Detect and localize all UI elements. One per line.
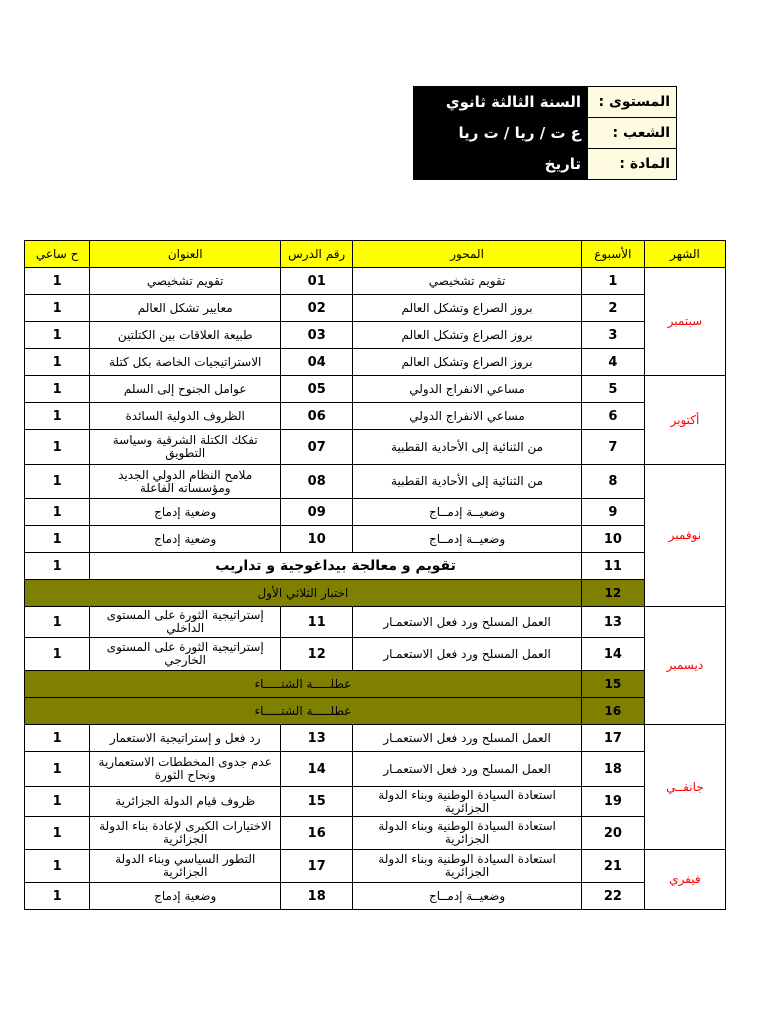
lesson-cell: 13 — [281, 725, 353, 752]
title-cell: تفكك الكتلة الشرقية وسياسة التطويق — [90, 430, 281, 465]
branch-value: ع ت / ريا / ت ريا — [414, 118, 588, 149]
title-cell: تقويم تشخيصي — [90, 268, 281, 295]
axis-cell: العمل المسلح ورد فعل الاستعمـار — [353, 725, 582, 752]
axis-cell: بروز الصراع وتشكل العالم — [353, 295, 582, 322]
axis-cell: العمل المسلح ورد فعل الاستعمـار — [353, 638, 582, 671]
table-row — [25, 376, 726, 403]
table-row — [25, 430, 726, 465]
week-cell: 16 — [581, 698, 644, 725]
week-cell: 22 — [581, 883, 644, 910]
hours-cell: 1 — [25, 349, 90, 376]
week-cell: 20 — [581, 817, 644, 850]
title-cell: رد فعل و إستراتيجية الاستعمار — [90, 725, 281, 752]
week-cell: 7 — [581, 430, 644, 465]
title-cell: وضعية إدماج — [90, 499, 281, 526]
axis-cell: العمل المسلح ورد فعل الاستعمـار — [353, 752, 582, 787]
table-row — [25, 465, 726, 499]
level-value: السنة الثالثة ثانوي — [414, 87, 588, 118]
title-cell: ظروف قيام الدولة الجزائرية — [90, 787, 281, 817]
exam-band: اختبار الثلاثي الأول — [25, 580, 582, 607]
lesson-cell: 17 — [281, 850, 353, 883]
hours-cell: 1 — [25, 607, 90, 638]
lesson-cell: 18 — [281, 883, 353, 910]
axis-cell: مساعي الانفراج الدولي — [353, 376, 582, 403]
table-row — [25, 553, 726, 580]
title-cell: عوامل الجنوح إلى السلم — [90, 376, 281, 403]
table-row — [25, 638, 726, 671]
title-cell: إستراتيجية الثورة على المستوى الداخلي — [90, 607, 281, 638]
axis-cell: العمل المسلح ورد فعل الاستعمـار — [353, 607, 582, 638]
lesson-cell: 12 — [281, 638, 353, 671]
table-row — [25, 883, 726, 910]
week-cell: 4 — [581, 349, 644, 376]
header-lesson: رقم الدرس — [281, 241, 353, 268]
title-cell: عدم جدوى المخططات الاستعمارية ونجاح الثورة — [90, 752, 281, 787]
table-row — [25, 295, 726, 322]
yearly-plan-table — [24, 240, 726, 910]
subject-label: المادة : — [588, 149, 677, 180]
table-row — [25, 526, 726, 553]
table-row — [25, 850, 726, 883]
week-cell: 12 — [581, 580, 644, 607]
week-cell: 3 — [581, 322, 644, 349]
week-cell: 11 — [581, 553, 644, 580]
hours-cell: 1 — [25, 752, 90, 787]
month-cell: نوفمبر — [644, 465, 725, 607]
month-cell: ديسمبر — [644, 607, 725, 725]
week-cell: 6 — [581, 403, 644, 430]
table-row — [25, 349, 726, 376]
title-cell: معايير تشكل العالم — [90, 295, 281, 322]
table-row — [25, 671, 726, 698]
hours-cell: 1 — [25, 403, 90, 430]
table-row — [25, 268, 726, 295]
hours-cell: 1 — [25, 817, 90, 850]
lesson-cell: 14 — [281, 752, 353, 787]
lesson-cell: 02 — [281, 295, 353, 322]
week-cell: 9 — [581, 499, 644, 526]
axis-cell: وضعيــة إدمــاج — [353, 883, 582, 910]
hours-cell: 1 — [25, 883, 90, 910]
table-row — [25, 817, 726, 850]
header-month: الشهر — [644, 241, 725, 268]
axis-cell: وضعيــة إدمــاج — [353, 499, 582, 526]
lesson-cell: 09 — [281, 499, 353, 526]
week-cell: 17 — [581, 725, 644, 752]
week-cell: 19 — [581, 787, 644, 817]
merged-cell: تقويم و معالجة بيداغوجية و تداريب — [90, 553, 582, 580]
lesson-cell: 15 — [281, 787, 353, 817]
axis-cell: استعادة السيادة الوطنية وبناء الدولة الجزائرية — [353, 787, 582, 817]
week-cell: 15 — [581, 671, 644, 698]
table-row — [25, 607, 726, 638]
month-cell: أكتوبر — [644, 376, 725, 465]
axis-cell: استعادة السيادة الوطنية وبناء الدولة الجزائرية — [353, 817, 582, 850]
week-cell: 10 — [581, 526, 644, 553]
holiday-band: عطلـــــة الشتـــــاء — [25, 671, 582, 698]
hours-cell: 1 — [25, 376, 90, 403]
lesson-cell: 10 — [281, 526, 353, 553]
table-row — [25, 698, 726, 725]
hours-cell: 1 — [25, 295, 90, 322]
title-cell: وضعية إدماج — [90, 883, 281, 910]
lesson-cell: 06 — [281, 403, 353, 430]
lesson-cell: 01 — [281, 268, 353, 295]
title-cell: الاختيارات الكبرى لإعادة بناء الدولة الجزائرية — [90, 817, 281, 850]
header-hours: ح ساعي — [25, 241, 90, 268]
axis-cell: بروز الصراع وتشكل العالم — [353, 349, 582, 376]
hours-cell: 1 — [25, 725, 90, 752]
lesson-cell: 03 — [281, 322, 353, 349]
table-row — [25, 580, 726, 607]
axis-cell: مساعي الانفراج الدولي — [353, 403, 582, 430]
table-row — [25, 725, 726, 752]
level-label: المستوى : — [588, 87, 677, 118]
month-cell: جانفــي — [644, 725, 725, 850]
axis-cell: تقويم تشخيصي — [353, 268, 582, 295]
hours-cell: 1 — [25, 322, 90, 349]
lesson-cell: 05 — [281, 376, 353, 403]
holiday-band: عطلـــــة الشتـــــاء — [25, 698, 582, 725]
hours-cell: 1 — [25, 553, 90, 580]
hours-cell: 1 — [25, 526, 90, 553]
header-week: الأسبوع — [581, 241, 644, 268]
axis-cell: من الثنائية إلى الأحادية القطبية — [353, 430, 582, 465]
lesson-cell: 11 — [281, 607, 353, 638]
week-cell: 2 — [581, 295, 644, 322]
week-cell: 18 — [581, 752, 644, 787]
week-cell: 8 — [581, 465, 644, 499]
hours-cell: 1 — [25, 787, 90, 817]
hours-cell: 1 — [25, 268, 90, 295]
subject-value: تاريخ — [414, 149, 588, 180]
table-row — [25, 752, 726, 787]
axis-cell: من الثنائية إلى الأحادية القطبية — [353, 465, 582, 499]
table-row — [25, 499, 726, 526]
title-cell: إستراتيجية الثورة على المستوى الخارجي — [90, 638, 281, 671]
lesson-cell: 08 — [281, 465, 353, 499]
week-cell: 1 — [581, 268, 644, 295]
title-cell: طبيعة العلاقات بين الكتلتين — [90, 322, 281, 349]
hours-cell: 1 — [25, 465, 90, 499]
axis-cell: بروز الصراع وتشكل العالم — [353, 322, 582, 349]
hours-cell: 1 — [25, 430, 90, 465]
branch-label: الشعب : — [588, 118, 677, 149]
lesson-cell: 07 — [281, 430, 353, 465]
axis-cell: استعادة السيادة الوطنية وبناء الدولة الجزائرية — [353, 850, 582, 883]
table-row — [25, 787, 726, 817]
title-cell: الاستراتيجيات الخاصة بكل كتلة — [90, 349, 281, 376]
week-cell: 13 — [581, 607, 644, 638]
table-row — [25, 403, 726, 430]
hours-cell: 1 — [25, 638, 90, 671]
table-header-row — [25, 241, 726, 268]
title-cell: الظروف الدولية السائدة — [90, 403, 281, 430]
hours-cell: 1 — [25, 499, 90, 526]
week-cell: 5 — [581, 376, 644, 403]
hours-cell: 1 — [25, 850, 90, 883]
axis-cell: وضعيــة إدمــاج — [353, 526, 582, 553]
title-cell: وضعية إدماج — [90, 526, 281, 553]
header-title: العنوان — [90, 241, 281, 268]
month-cell: سبتمبر — [644, 268, 725, 376]
info-box — [413, 86, 677, 180]
title-cell: التطور السياسي وبناء الدولة الجزائرية — [90, 850, 281, 883]
month-cell: فيفري — [644, 850, 725, 910]
title-cell: ملامح النظام الدولي الجديد ومؤسساته الفاعلة — [90, 465, 281, 499]
week-cell: 14 — [581, 638, 644, 671]
week-cell: 21 — [581, 850, 644, 883]
header-axis: المحور — [353, 241, 582, 268]
lesson-cell: 04 — [281, 349, 353, 376]
lesson-cell: 16 — [281, 817, 353, 850]
table-row — [25, 322, 726, 349]
